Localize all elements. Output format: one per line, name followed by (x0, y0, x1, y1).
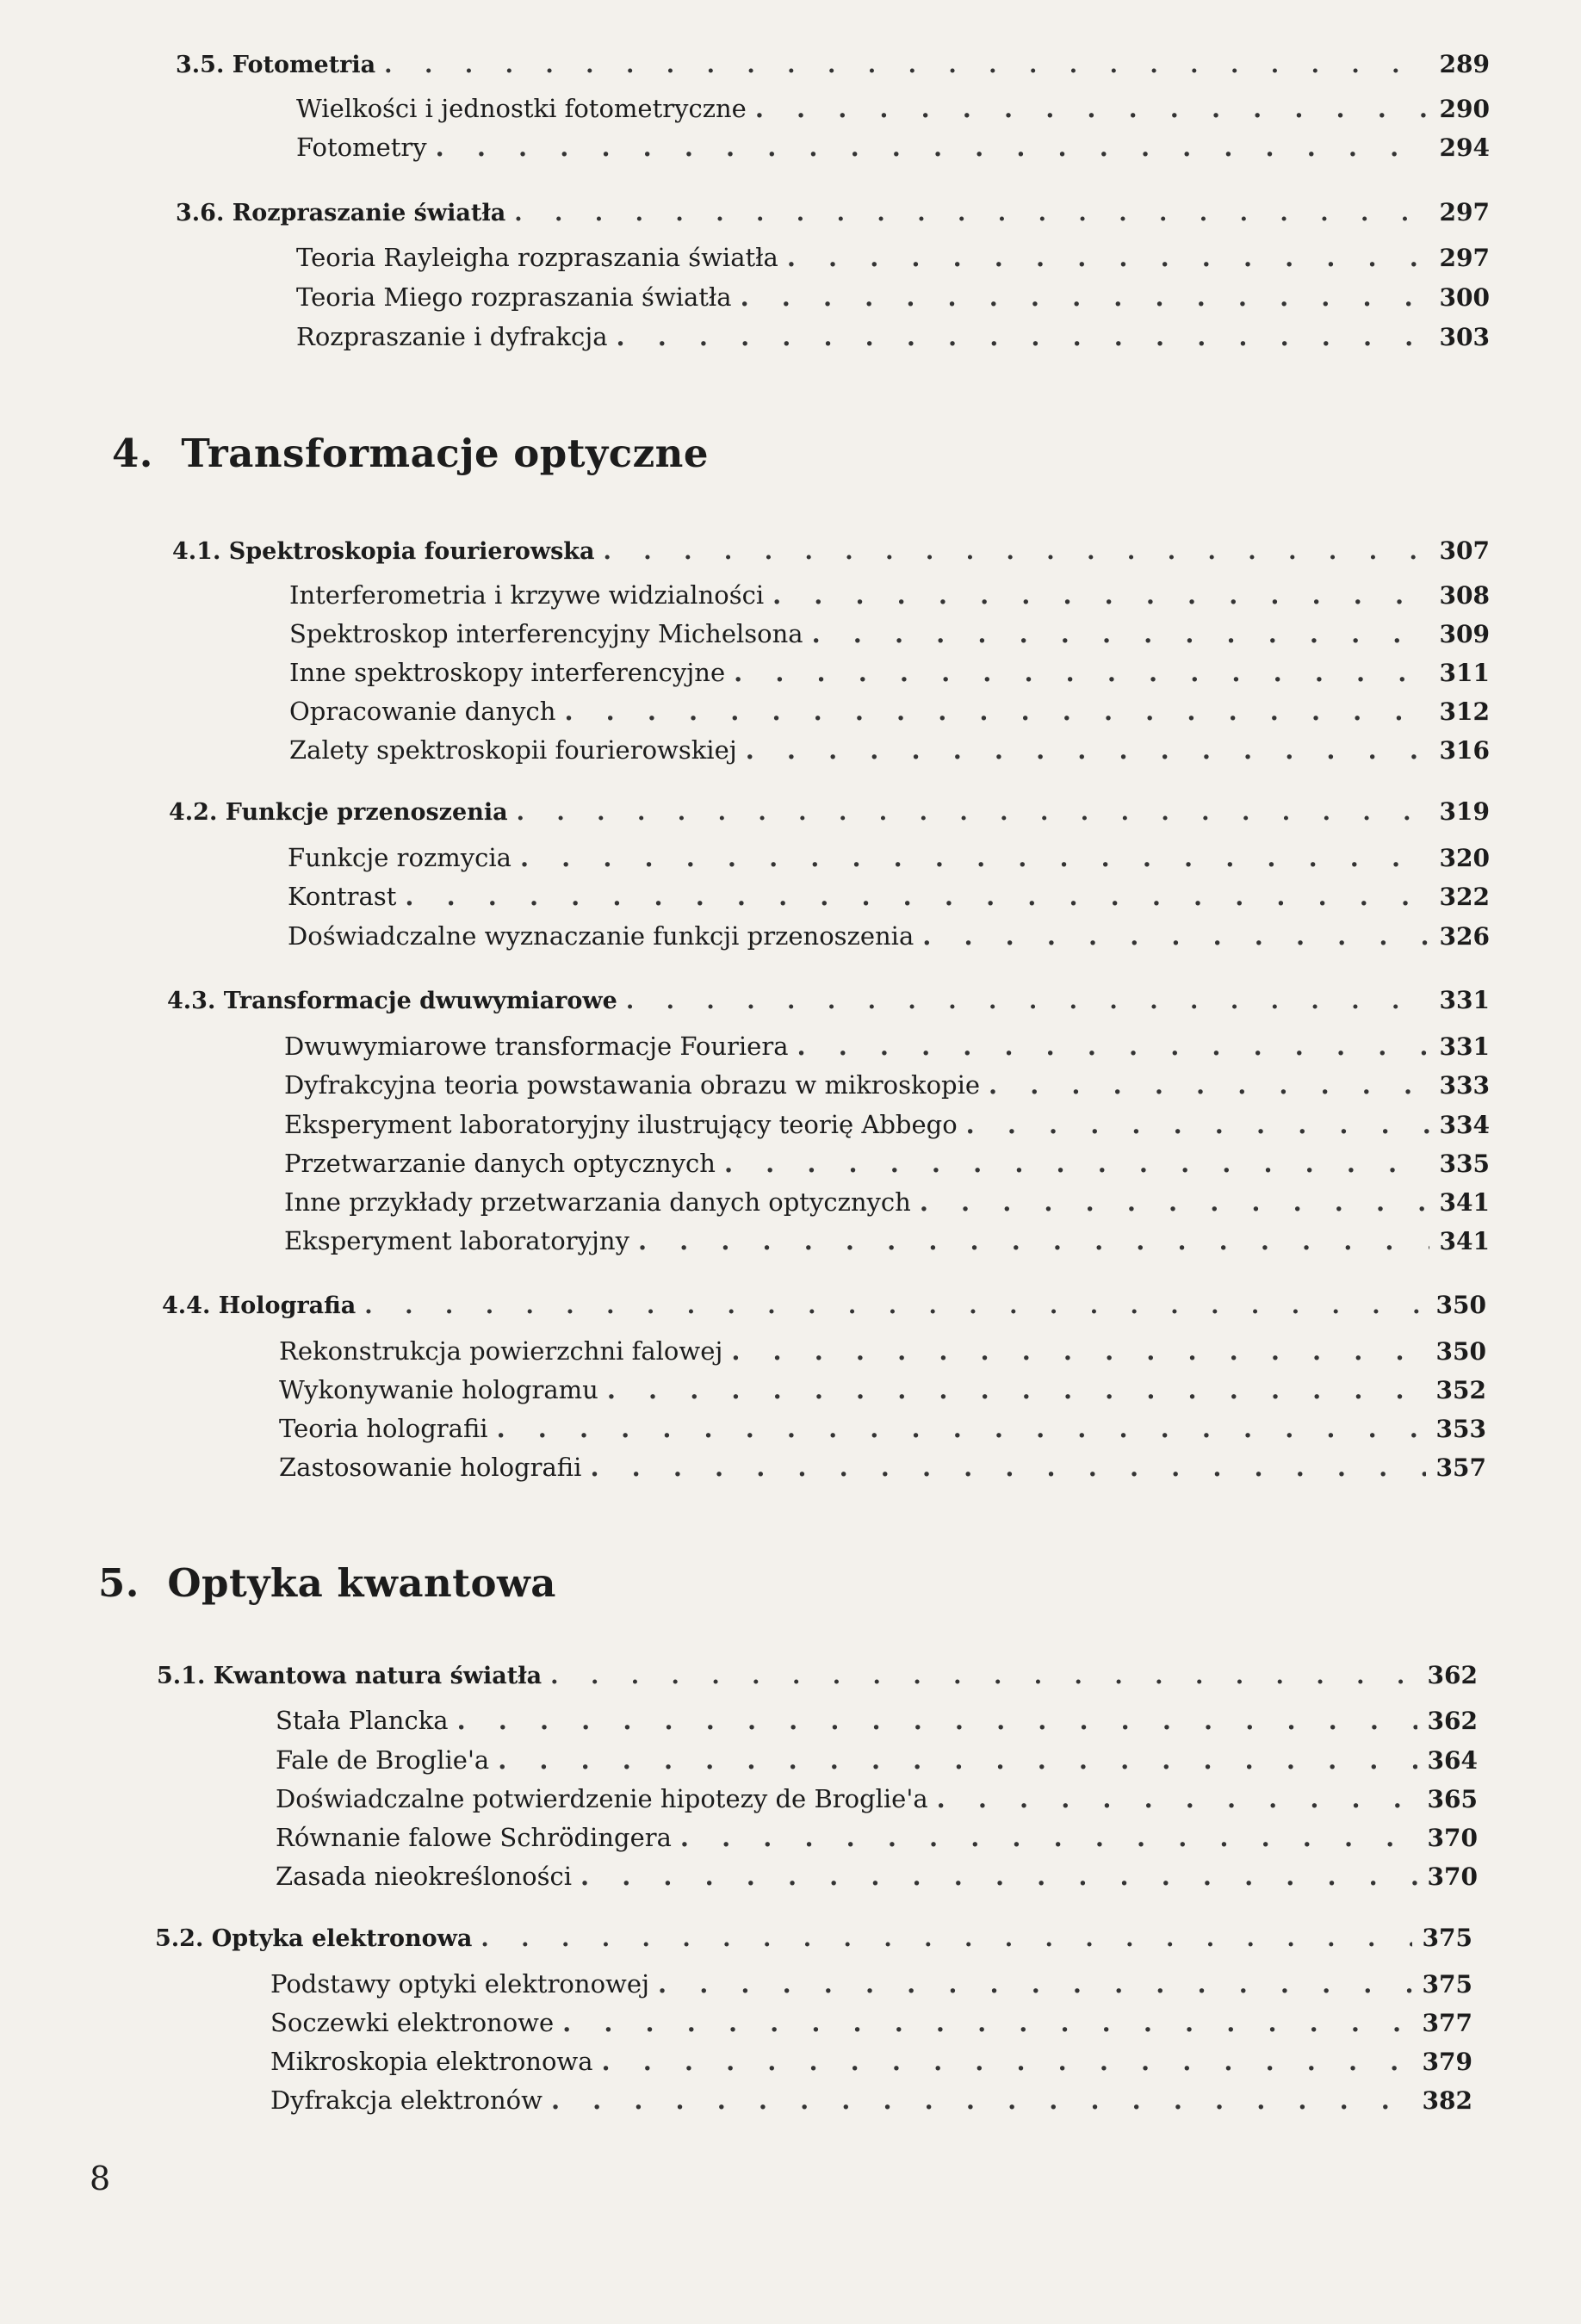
toc-item: Rozpraszanie i dyfrakcja . . . 303 (296, 318, 1490, 356)
toc-item: Kontrast . . . 322 (288, 877, 1490, 915)
toc-item: Inne spektroskopy interferencyjne . . . 311 (289, 654, 1490, 691)
toc-item: Eksperyment laboratoryjny . . . 341 (284, 1222, 1490, 1260)
toc-section-5-1: 5.1. Kwantowa natura światła . . . 362 (157, 1657, 1478, 1695)
toc-item: Wykonywanie hologramu . . . 352 (279, 1371, 1486, 1409)
toc-section-4-3: 4.3. Transformacje dwuwymiarowe . . . 331 (167, 982, 1490, 1019)
toc-item: Rekonstrukcja powierzchni falowej . . . 350 (279, 1332, 1486, 1370)
toc-section-4-1: 4.1. Spektroskopia fourierowska . . . 307 (172, 532, 1490, 570)
toc-item: Teoria holografii . . . 353 (279, 1410, 1486, 1447)
toc-item: Dyfrakcja elektronów . . . 382 (270, 2081, 1472, 2119)
dot-leader (384, 46, 1429, 84)
toc-item: Mikroskopia elektronowa . . . 379 (270, 2042, 1472, 2080)
toc-item: Równanie falowe Schrödingera . . . 370 (276, 1819, 1478, 1856)
toc-item: Doświadczalne potwierdzenie hipotezy de Broglie'a . . . 365 (276, 1780, 1478, 1818)
toc-item: Teoria Miego rozpraszania światła . . . 300 (296, 278, 1490, 316)
toc-item: Inne przykłady przetwarzania danych optycznych . . . 341 (284, 1183, 1490, 1221)
toc-item: Funkcje rozmycia . . . 320 (288, 839, 1490, 877)
toc-item: Doświadczalne wyznaczanie funkcji przenoszenia . . . 326 (288, 917, 1490, 955)
toc-section-4-4: 4.4. Holografia . . . 350 (162, 1286, 1486, 1324)
toc-item: Dyfrakcyjna teoria powstawania obrazu w mikroskopie . . . 333 (284, 1066, 1490, 1104)
toc-item: Wielkości i jednostki fotometryczne . . . 290 (296, 90, 1490, 127)
toc-item: Zastosowanie holografii . . . 357 (279, 1448, 1486, 1486)
toc-item: Stała Plancka . . . 362 (276, 1701, 1478, 1739)
toc-item: Spektroskop interferencyjny Michelsona . . . 309 (289, 615, 1490, 653)
toc-item: Fotometry . . . 294 (296, 128, 1490, 166)
page-ref: 289 (1439, 50, 1490, 78)
page-number: 8 (90, 2160, 111, 2197)
chapter-4-heading: 4. Transformacje optyczne (112, 431, 710, 476)
toc-item: Soczewki elektronowe . . . 377 (270, 2004, 1472, 2042)
toc-item: Przetwarzanie danych optycznych . . . 335 (284, 1144, 1490, 1182)
chapter-5-heading: 5. Optyka kwantowa (98, 1560, 556, 1606)
toc-section-3-5 (176, 46, 1490, 84)
toc-section-3-6: 3.6. Rozpraszanie światła . . . 297 (176, 194, 1490, 232)
toc-section-5-2: 5.2. Optyka elektronowa . . . 375 (155, 1919, 1472, 1957)
toc-item: Fale de Broglie'a . . . 364 (276, 1741, 1478, 1779)
toc-item: Zasada nieokreśloności . . . 370 (276, 1857, 1478, 1895)
toc-item: Dwuwymiarowe transformacje Fouriera . . . 331 (284, 1027, 1490, 1065)
toc-item: Interferometria i krzywe widzialności . . . 308 (289, 576, 1490, 614)
toc-item: Podstawy optyki elektronowej . . . 375 (270, 1965, 1472, 2003)
toc-item: Opracowanie danych . . . 312 (289, 692, 1490, 730)
toc-item: Eksperyment laboratoryjny ilustrujący teorię Abbego . . . 334 (284, 1106, 1490, 1143)
toc-item: Teoria Rayleigha rozpraszania światła . . . 297 (296, 239, 1490, 276)
toc-item: Zalety spektroskopii fourierowskiej . . . 316 (289, 731, 1490, 769)
section-label: 3.5. Fotometria (176, 52, 376, 78)
toc-section-4-2: 4.2. Funkcje przenoszenia . . . 319 (169, 793, 1490, 831)
